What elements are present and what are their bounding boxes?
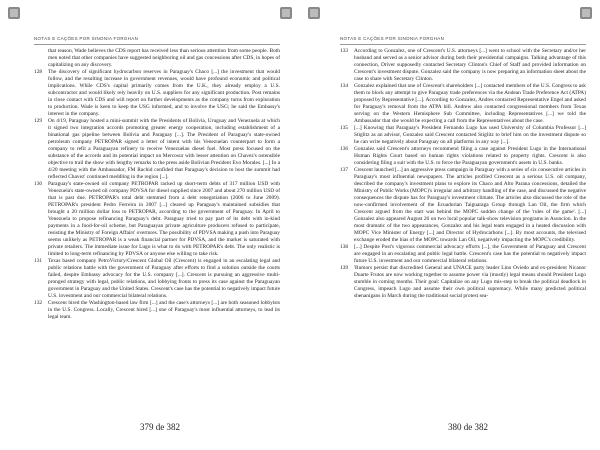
paragraph-text: [...] Despite Post's vigorous commercial advocacy efforts [...], the Government of Paraguay and Crescent are engaged in an escalating and public legal battle. Crescent's case has the potential to negatively impact future U.S. investment and our commercial bilateral relations. [354, 244, 586, 264]
paragraph-number: 138 [340, 244, 349, 250]
paragraph-text: Gonzalez explained that one of Crescent's shareholders [...] contacted members of the U.S. Congress to ask them to block any attempt to give Paraguay trade preferences via the Andean Trade Preference Act (ATPA) proposed by Representative [...]. According to Gonzalez, Andres contacted Representative Engel and asked for Paraguay's removal from the ATPA bill. Andrew also contacted congressional members from Texas serving on the Western Hemisphere Sub Committee, including Representatives [...] we told the Ambassador that she would be expecting a call from the Representatives about the case. [354, 83, 586, 124]
paragraph-text: Texas based company PetroVictory/Crescent Global Oil (Crescent) is engaged in an escalating legal and public relations battle with the government of Paraguay after efforts to find a solution outside the courts failed, despite Embassy advocacy for the U.S. company [...]. Crescent is pursuing an aggressive multi-pronged strategy with legal, public relations, and lobbying fronts to press its case against the Paraguayan government in Paraguay and the United States. Crescent's case has the potential to negatively impact future U.S. investment and our commercial bilateral relations. [48, 258, 280, 299]
paragraph-number: 128 [34, 69, 43, 75]
paragraph-number: 129 [34, 118, 43, 124]
paragraph-number: 134 [340, 83, 349, 89]
paragraph [34, 48, 280, 69]
paragraph [34, 118, 280, 181]
page-body [340, 48, 586, 300]
paragraph [340, 167, 586, 244]
paragraph [340, 244, 586, 265]
paragraph-number: 137 [340, 167, 349, 173]
paragraph-text: that reason, Wade believes the CDS report has received less than serious attention from some people. Both men noted that other companies have suggested neighboring oil and gas concessions after CDS, in hopes of capitalizing on any discovery. [48, 48, 280, 68]
right-page [300, 0, 600, 450]
running-header: NOTAS E CAÇÕES POR SINONIA FORGHAN [34, 36, 139, 41]
paragraph-number: 131 [34, 258, 43, 264]
paragraph [34, 258, 280, 300]
paragraph-number [34, 48, 48, 69]
paragraph [340, 125, 586, 146]
page-tool-icon[interactable] [280, 7, 292, 19]
paragraph [340, 48, 586, 83]
page-body [34, 48, 280, 321]
page-number: 379 de 382 [140, 422, 180, 432]
paragraph-number: 135 [340, 125, 349, 131]
paragraph [34, 69, 280, 118]
paragraph-number: 133 [340, 48, 349, 54]
page-tool-icon[interactable] [308, 7, 320, 19]
paragraph-number: 130 [34, 181, 43, 187]
paragraph-text: 'Rumors persist that discredited General and UNACE party leader Lino Oviedo and ex-president Nicanor Duarte Frutos are now working together to assume power via (mostly) legal means should President Lugo stumble in coming months. Their goal: Capitalize on any Lugo mis-step to break the political deadlock in Congress, impeach Lugo and assume their own political supremacy. While many predicted political shenanigans in March during the traditional social protest sea- [354, 265, 586, 299]
paragraph-text: According to Gonzalez, one of Crescent's U.S. attorneys [...] went to school with the Secretary and/or her husband and served as a senior advisor during both their presidential campaigns. Talking advantage of this connection, Driver supposedly contacted Secretary Clinton's Chief of Staff and provided information on Crescent's investment dispute. Gonzalez said the company is now preparing an information sheet about the case to share with Secretary Clinton. [354, 48, 586, 82]
paragraph-text: Gonzalez said Crescent's attorneys recommend filing a case against President Lugo in the International Human Rights Court based on human rights violations related to property rights. Crescent is also considering filing a suit with the U.S. to force the Paraguayan government's assets in U.S. banks. [354, 146, 586, 166]
running-header: NOTAS E CAÇÕES POR SINONIA FORGHAN [340, 36, 445, 41]
paragraph-text: [...] Knowing that Paraguay's President Fernando Lugo has used University of Columbia Professor [...] Stiglitz as an advisor, Gonzalez said Crescent contacted Stiglitz to brief him on the investment dispute so he can write negatively about Paraguay on all platforms in any way [...]. [354, 125, 586, 145]
paragraph [340, 146, 586, 167]
paragraph-number: 139 [340, 265, 349, 271]
header-rule [34, 44, 280, 45]
page-tool-icon[interactable] [580, 7, 592, 19]
paragraph [340, 265, 586, 300]
paragraph-text: On 4/19, Paraguay hosted a mini-summit with the Presidents of Bolivia, Uruguay and Venezuela at which it signed two integration accords promoting greater energy cooperation, including establishment of a binational gas pipeline between Bolivia and Paraguay [...]. The President of Paraguay's state-owned petroleum company PETROPAR signed a letter of intent with his Venezuelan counterpart to form a company to refit a Paraguayan refinery to receive Venezuelan diesel fuel. Most press focused on the substance of the accords and its potential impact on Mercosur with lesser attention on Chavez's ostensible objective to trail the show with lengthy remarks to the press aside Bolivian President Evo Morales. [...] In a 4/20 meeting with the Ambassador, FM Rachid confided that Paraguay's decision to host the summit had reflected Chavez' continued meddling in the region [...]. [48, 118, 280, 180]
paragraph-text: The discovery of significant hydrocarbon reserves in Paraguay's Chaco [...] the investment that would follow, and the resulting increase in government revenues, would have profound economic and political implications. While CDS's capital primarily comes from the U.K., they already employ a U.S. subcontractor and would likely rely heavily on U.S. suppliers for any significant production. Post remains in close contact with CDS and will report on further developments as the company turns from exploration to production. Wade is keen to keep the USG informed, and to involve the USG; he said the Embassy's interest in the company. [48, 69, 280, 117]
paragraph-text: Crescent hired the Washington-based law firm [...] and the case's attorneys [...] are both seasoned lobbyists in the U.S. Congress. Locally, Crescent hired [...] one of Paraguay's most influential attorneys, to lead its legal team. [48, 300, 280, 320]
page-number: 380 de 382 [448, 422, 488, 432]
paragraph [34, 300, 280, 321]
paragraph [340, 83, 586, 125]
paragraph-text: Crescent launched [...] an aggressive press campaign in Paraguay with a series of six consecutive articles in Paraguay's most influential newspapers. The articles profiled Crescent as a serious U.S. oil company, described the company's investment plans to explore its Chaco and Alto Parana concessions, detailed the Ministry of Public Works (MOPC)'s irregular and arbitrary handling of the case, and discussed the negative consequences the dispute has for Paraguay's investment climate. The articles also discussed the role of the now-confirmed involvement of the Ecuadorian Taiguaraga Group through Lan Oil, the firm which Crescent argued from the start was behind the MOPC sudden change of the 'rules of the game'. [...] Gonzalez also appeared August 26 on two local popular talk-show television programs in Asuncion. In the most dramatic of the two appearances, Gonzalez and his legal team engaged in a heated discussion with MOPC Vice Minister of Energy [...] and Director of Hydrocarbons [...]. By most accounts, the televised exchange eroded the bias of the MOPC towards Lan Oil, negatively impacting the MOPC's credibility. [354, 167, 586, 243]
header-rule [340, 44, 586, 45]
paragraph-number: 136 [340, 146, 349, 152]
paragraph [34, 181, 280, 258]
page-tool-icon[interactable] [8, 7, 20, 19]
paragraph-text: Paraguay's state-owned oil company PETROPAR racked up short-term debts of 317 million USD with Venezuela's state-owned oil company PDVSA for diesel supplied since 2007 and about 270 million USD of that is past due. PETROPAR's total debt stemmed from a debt renegotiation (2006 to June 2009). PETROPAR's president Pedro Ferreira in 2007 [...] cleared up Paraguay's maintained subsidies that brought a 20 million dollar loss to PETROPAR, according to the government of Paraguay. In April to Venezuela to propose refinancing Paraguay's debt. Paraguay tried to pay part of its debt with in-kind payments in a food-for-oil scheme, but Paraguayan private agriculture producers refused to participate, resisting the Ministry of Foreign Affairs' overtures. The possibility of PDVSA making a push into Paraguay seems unlikely as PETROPAR is a weak financial partner for PDVSA, and the market is saturated with private retailers. The immediate issue for Lugo is what to do with PETROPAR's debt. The only realistic is limited to long-term refinancing by PDVSA or anyone else willing to take risk. [48, 181, 280, 257]
paragraph-number: 132 [34, 300, 43, 306]
